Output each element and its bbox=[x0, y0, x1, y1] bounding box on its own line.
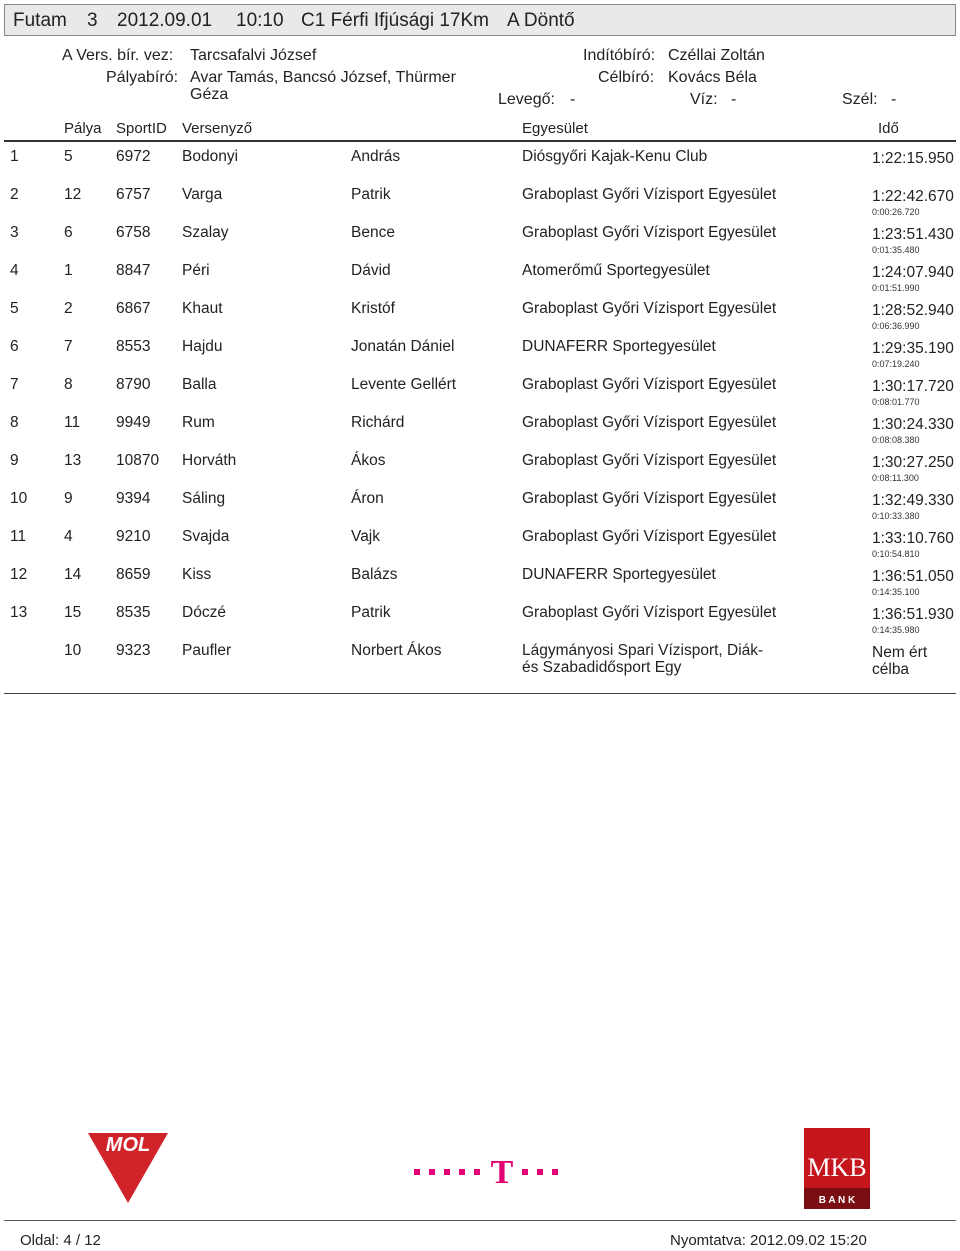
place: 1 bbox=[10, 148, 19, 165]
mol-logo-text: MOL bbox=[105, 1134, 151, 1156]
first-name: Richárd bbox=[351, 414, 405, 431]
table-row bbox=[0, 596, 960, 634]
table-row bbox=[0, 216, 960, 254]
lane: 13 bbox=[64, 452, 82, 469]
water-temp-label: Víz: bbox=[690, 91, 718, 108]
table-row bbox=[0, 406, 960, 444]
time-behind: 0:14:35.980 bbox=[872, 625, 920, 635]
club: Graboplast Győri Vízisport Egyesület bbox=[522, 452, 777, 469]
finish-judge-label: Célbíró: bbox=[598, 69, 655, 86]
place: 11 bbox=[10, 528, 27, 545]
course-judge-label: Pályabíró: bbox=[106, 69, 179, 86]
sport-id: 9949 bbox=[116, 414, 151, 431]
course-judges-line-1: Avar Tamás, Bancsó József, Thürmer bbox=[190, 69, 456, 86]
first-name: András bbox=[351, 148, 401, 165]
time-behind: 0:08:11.300 bbox=[872, 473, 919, 483]
time-behind: 0:07:19.240 bbox=[872, 359, 920, 369]
table-row bbox=[0, 558, 960, 596]
sport-id: 6757 bbox=[116, 186, 151, 203]
place: 6 bbox=[10, 338, 19, 355]
last-name: Szalay bbox=[182, 224, 229, 241]
sport-id: 6867 bbox=[116, 300, 151, 317]
print-timestamp: Nyomtatva: 2012.09.02 15:20 bbox=[670, 1232, 867, 1249]
first-name: Norbert Ákos bbox=[351, 642, 442, 659]
sport-id: 8659 bbox=[116, 566, 151, 583]
sport-id: 8790 bbox=[116, 376, 151, 393]
last-name: Hajdu bbox=[182, 338, 223, 355]
club: DUNAFERR Sportegyesület bbox=[522, 338, 716, 355]
first-name: Vajk bbox=[351, 528, 381, 545]
club: Graboplast Győri Vízisport Egyesület bbox=[522, 604, 777, 621]
last-name: Kiss bbox=[182, 566, 212, 583]
telekom-logo bbox=[412, 1150, 562, 1186]
last-name: Balla bbox=[182, 376, 217, 393]
sport-id: 8553 bbox=[116, 338, 151, 355]
lane: 6 bbox=[64, 224, 73, 241]
time-behind: 0:08:08.380 bbox=[872, 435, 920, 445]
table-row bbox=[0, 292, 960, 330]
first-name: Kristóf bbox=[351, 300, 395, 317]
place: 9 bbox=[10, 452, 19, 469]
time-behind: 0:01:51.990 bbox=[872, 283, 920, 293]
last-name: Varga bbox=[182, 186, 223, 203]
event-name: C1 Férfi Ifjúsági 17Km bbox=[301, 10, 489, 31]
finish-time: 1:30:27.250 bbox=[872, 454, 954, 471]
finish-time: 1:33:10.760 bbox=[872, 530, 954, 547]
place: 13 bbox=[10, 604, 28, 621]
lane: 5 bbox=[64, 148, 73, 165]
last-name: Horváth bbox=[182, 452, 237, 469]
lane: 14 bbox=[64, 566, 82, 583]
finish-time: 1:30:24.330 bbox=[872, 416, 954, 433]
finish-time: 1:23:51.430 bbox=[872, 226, 954, 243]
table-row bbox=[0, 520, 960, 558]
time-behind: 0:08:01.770 bbox=[872, 397, 920, 407]
sport-id: 6972 bbox=[116, 148, 151, 165]
lane: 10 bbox=[64, 642, 82, 659]
table-row bbox=[0, 140, 960, 178]
referee-name: Tarcsafalvi József bbox=[190, 47, 317, 64]
first-name: Patrik bbox=[351, 604, 391, 621]
sport-id: 6758 bbox=[116, 224, 151, 241]
place: 12 bbox=[10, 566, 28, 583]
time-behind: 0:14:35.100 bbox=[872, 587, 920, 597]
starter-name: Czéllai Zoltán bbox=[668, 47, 765, 64]
place: 8 bbox=[10, 414, 19, 431]
last-name: Paufler bbox=[182, 642, 232, 659]
sport-id: 10870 bbox=[116, 452, 160, 469]
finish-time: 1:36:51.050 bbox=[872, 568, 954, 585]
finish-time: 1:22:42.670 bbox=[872, 188, 954, 205]
sport-id: 9323 bbox=[116, 642, 151, 659]
finish-time: 1:22:15.950 bbox=[872, 150, 954, 167]
lane: 12 bbox=[64, 186, 82, 203]
first-name: Patrik bbox=[351, 186, 391, 203]
column-header-lane: Pálya bbox=[64, 120, 102, 137]
first-name: Dávid bbox=[351, 262, 391, 279]
club: Graboplast Győri Vízisport Egyesület bbox=[522, 528, 777, 545]
column-header-sport-id: SportID bbox=[116, 120, 167, 137]
first-name: Jonatán Dániel bbox=[351, 338, 455, 355]
air-temp-label: Levegő: bbox=[498, 91, 555, 108]
referee-label: A Vers. bír. vez: bbox=[62, 47, 174, 64]
footer-divider bbox=[4, 1220, 956, 1221]
club: Lágymányosi Spari Vízisport, Diák- bbox=[522, 642, 764, 659]
place: 2 bbox=[10, 186, 19, 203]
place: 5 bbox=[10, 300, 19, 317]
finish-time: 1:32:49.330 bbox=[872, 492, 954, 509]
lane: 11 bbox=[64, 414, 81, 431]
first-name: Balázs bbox=[351, 566, 398, 583]
lane: 4 bbox=[64, 528, 73, 545]
race-title-bar bbox=[4, 4, 956, 36]
first-name: Áron bbox=[351, 490, 384, 507]
lane: 15 bbox=[64, 604, 82, 621]
air-temp-value: - bbox=[570, 91, 576, 108]
table-row bbox=[0, 254, 960, 292]
place: 4 bbox=[10, 262, 19, 279]
column-header-club: Egyesület bbox=[522, 120, 588, 137]
last-name: Svajda bbox=[182, 528, 230, 545]
page-number: Oldal: 4 / 12 bbox=[20, 1232, 101, 1249]
last-name: Rum bbox=[182, 414, 215, 431]
last-name: Sáling bbox=[182, 490, 226, 507]
finish-judge-name: Kovács Béla bbox=[668, 69, 757, 86]
club: Graboplast Győri Vízisport Egyesület bbox=[522, 490, 777, 507]
club: Graboplast Győri Vízisport Egyesület bbox=[522, 224, 777, 241]
finish-time: 1:30:17.720 bbox=[872, 378, 954, 395]
final-name: A Döntő bbox=[507, 10, 575, 31]
time-behind: 0:01:35.480 bbox=[872, 245, 920, 255]
time-behind: 0:00:26.720 bbox=[872, 207, 920, 217]
sport-id: 8847 bbox=[116, 262, 151, 279]
lane: 2 bbox=[64, 300, 73, 317]
place: 3 bbox=[10, 224, 19, 241]
table-row-dnf bbox=[0, 634, 960, 682]
wind-value: - bbox=[891, 91, 897, 108]
sport-id: 9394 bbox=[116, 490, 151, 507]
lane: 1 bbox=[64, 262, 73, 279]
lane: 9 bbox=[64, 490, 73, 507]
wind-label: Szél: bbox=[842, 91, 878, 108]
sport-id: 9210 bbox=[116, 528, 151, 545]
first-name: Ákos bbox=[351, 452, 386, 469]
club-continued: és Szabadidősport Egy bbox=[522, 659, 682, 676]
lane: 7 bbox=[64, 338, 73, 355]
mkb-logo-bank-text: B A N K bbox=[818, 1195, 856, 1206]
water-temp-value: - bbox=[731, 91, 737, 108]
time-behind: 0:06:36.990 bbox=[872, 321, 920, 331]
first-name: Bence bbox=[351, 224, 395, 241]
mol-logo bbox=[88, 1133, 168, 1203]
last-name: Khaut bbox=[182, 300, 223, 317]
dnf-status-continued: célba bbox=[872, 661, 910, 678]
finish-time: 1:36:51.930 bbox=[872, 606, 954, 623]
sport-id: 8535 bbox=[116, 604, 151, 621]
table-bottom-rule bbox=[4, 693, 956, 694]
place: 10 bbox=[10, 490, 28, 507]
column-header-time: Idő bbox=[878, 120, 899, 137]
club: Graboplast Győri Vízisport Egyesület bbox=[522, 186, 777, 203]
club: Atomerőmű Sportegyesület bbox=[522, 262, 710, 279]
time-behind: 0:10:54.810 bbox=[872, 549, 920, 559]
finish-time: 1:29:35.190 bbox=[872, 340, 954, 357]
time-behind: 0:10:33.380 bbox=[872, 511, 920, 521]
race-date: 2012.09.01 bbox=[117, 10, 213, 31]
club: DUNAFERR Sportegyesület bbox=[522, 566, 716, 583]
lane: 8 bbox=[64, 376, 73, 393]
table-row bbox=[0, 444, 960, 482]
finish-time: 1:28:52.940 bbox=[872, 302, 954, 319]
futam-number: 3 bbox=[87, 10, 98, 31]
table-row bbox=[0, 330, 960, 368]
finish-time: 1:24:07.940 bbox=[872, 264, 954, 281]
mkb-logo-text: MKB bbox=[807, 1153, 867, 1182]
last-name: Dóczé bbox=[182, 604, 226, 621]
starter-label: Indítóbíró: bbox=[583, 47, 656, 64]
last-name: Péri bbox=[182, 262, 210, 279]
column-header-athlete: Versenyző bbox=[182, 120, 253, 137]
mkb-bank-logo bbox=[804, 1128, 870, 1209]
club: Graboplast Győri Vízisport Egyesület bbox=[522, 300, 777, 317]
telekom-logo-text: T bbox=[490, 1154, 514, 1186]
race-time: 10:10 bbox=[236, 10, 284, 31]
club: Graboplast Győri Vízisport Egyesület bbox=[522, 376, 777, 393]
course-judges-line-2: Géza bbox=[190, 86, 229, 103]
club: Diósgyőri Kajak-Kenu Club bbox=[522, 148, 708, 165]
place: 7 bbox=[10, 376, 19, 393]
dnf-status: Nem ért bbox=[872, 644, 928, 661]
futam-label: Futam bbox=[13, 10, 67, 31]
table-row bbox=[0, 368, 960, 406]
first-name: Levente Gellért bbox=[351, 376, 457, 393]
last-name: Bodonyi bbox=[182, 148, 239, 165]
table-row bbox=[0, 482, 960, 520]
table-row bbox=[0, 178, 960, 216]
club: Graboplast Győri Vízisport Egyesület bbox=[522, 414, 777, 431]
